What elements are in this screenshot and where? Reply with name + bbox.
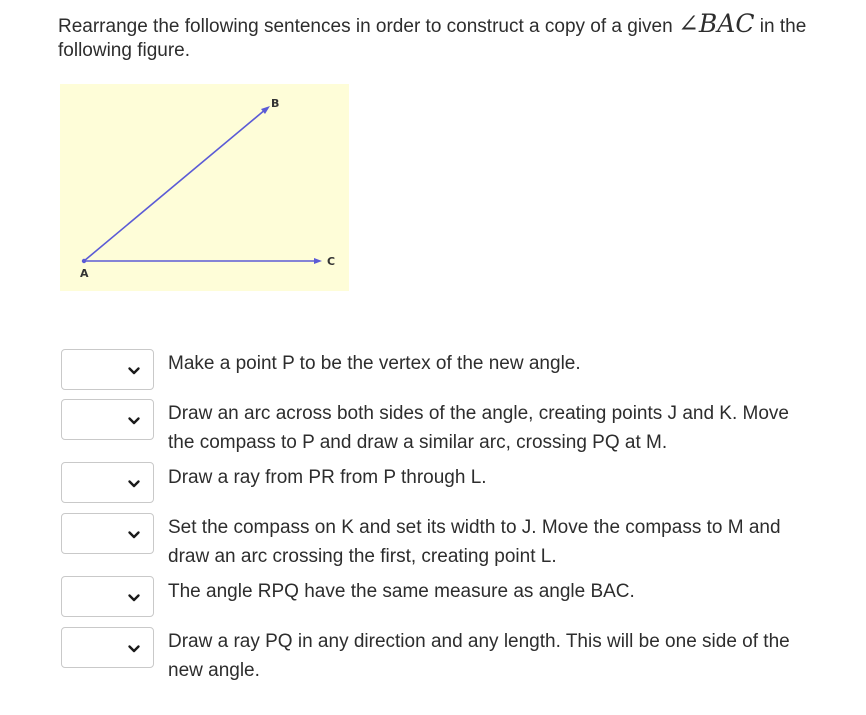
dropdown-selected-value <box>70 473 120 493</box>
order-dropdown[interactable] <box>61 349 154 390</box>
angle-figure <box>60 84 349 291</box>
label-a: A <box>80 267 89 280</box>
dropdown-selected-value <box>70 410 120 430</box>
chevron-down-icon <box>127 364 141 378</box>
step-text: Draw an arc across both sides of the angle, creating points J and K. Move the compass to P and draw a similar arc, crossing PQ at M. <box>168 403 789 453</box>
angle-figure-svg <box>60 84 349 291</box>
chevron-down-icon <box>127 642 141 656</box>
question-prompt <box>58 9 848 63</box>
chevron-down-icon <box>127 477 141 491</box>
angle-expression: ∠BAC <box>677 9 755 38</box>
step-text: Make a point P to be the vertex of the new angle. <box>168 353 581 374</box>
label-b: B <box>271 97 280 110</box>
order-dropdown[interactable] <box>61 513 154 554</box>
step-text: The angle RPQ have the same measure as angle BAC. <box>168 581 635 602</box>
step-text: Set the compass on K and set its width to J. Move the compass to M and draw an arc crossing the first, creating point L. <box>168 517 781 567</box>
order-dropdown[interactable] <box>61 399 154 440</box>
ray-ac-arrowhead <box>314 258 322 264</box>
order-dropdown[interactable] <box>61 627 154 668</box>
dropdown-selected-value <box>70 587 120 607</box>
chevron-down-icon <box>127 591 141 605</box>
order-dropdown[interactable] <box>61 462 154 503</box>
vertex-a-point <box>82 259 86 263</box>
chevron-down-icon <box>127 414 141 428</box>
chevron-down-icon <box>127 528 141 542</box>
order-dropdown[interactable] <box>61 576 154 617</box>
step-text: Draw a ray from PR from P through L. <box>168 467 487 488</box>
label-c: C <box>327 255 336 268</box>
prompt-text-after: in the following figure. <box>58 16 807 61</box>
dropdown-selected-value <box>70 638 120 658</box>
dropdown-selected-value <box>70 360 120 380</box>
prompt-text-before: Rearrange the following sentences in order to construct a copy of a given <box>58 16 673 37</box>
ray-ab <box>84 109 266 261</box>
step-text: Draw a ray PQ in any direction and any length. This will be one side of the new angle. <box>168 631 790 681</box>
dropdown-selected-value <box>70 524 120 544</box>
